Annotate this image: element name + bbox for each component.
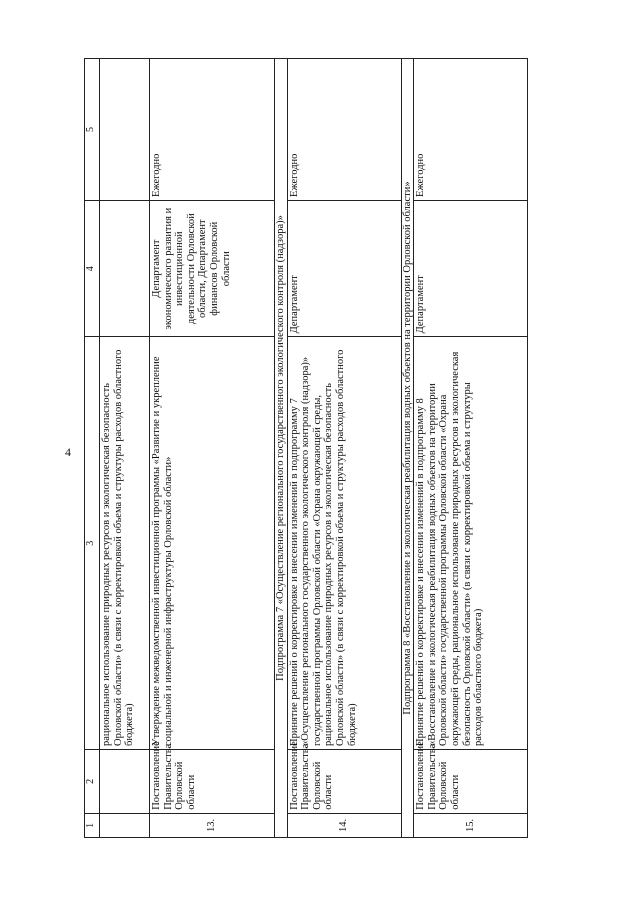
header-col-1: 1: [85, 813, 100, 837]
subprogram-8-title: Подпрограмма 8 «Восстановление и экологическая реабилитация водных объектов на территории Орловской области»: [401, 59, 414, 838]
row-executor: [100, 200, 150, 336]
row-executor: Департамент экономического развития и инвестиционной деятельности Орловской области, Департамент финансов Орловской области: [150, 200, 275, 336]
row-number: 15.: [414, 813, 528, 837]
subprogram-header-row: [401, 59, 414, 838]
table-row: [414, 59, 528, 838]
row-document: Постановление Правительства Орловской области: [414, 749, 528, 813]
row-term: [100, 59, 150, 201]
header-col-4: 4: [85, 200, 100, 336]
table-row: [150, 59, 275, 838]
row-executor: Департамент: [414, 200, 528, 336]
row-term: Ежегодно: [150, 59, 275, 201]
measures-table: [84, 58, 528, 838]
row-measure: Принятие решений о корректировке и внесении изменений в подпрограмму 7 «Осуществление регионального государственного экологического контроля (надзора)» государственной программы Орловской области «Охрана окружающей среды, рациональное использование природных ресурсов и экологическая безопасность Орловской области» (в связи с корректировкой объема и структуры расходов областного бюджета): [287, 337, 401, 750]
row-document: Постановление Правительства Орловской области: [150, 749, 275, 813]
header-col-5: 5: [85, 59, 100, 201]
row-measure: рациональное использование природных ресурсов и экологическая безопасность Орловской области» (в связи с корректировкой объема и структуры расходов областного бюджета): [100, 337, 150, 750]
row-measure: Утверждение межведомственной инвестиционной программы «Развитие и укрепление социальной и инженерной инфраструктуры Орловской области»: [150, 337, 275, 750]
page-number: 4: [65, 445, 71, 459]
table-header-row: [85, 59, 100, 838]
subprogram-header-row: [275, 59, 288, 838]
row-document: Постановление Правительства Орловской области: [287, 749, 401, 813]
row-term: Ежегодно: [287, 59, 401, 201]
row-number: 14.: [287, 813, 401, 837]
table-row: [287, 59, 401, 838]
header-col-2: 2: [85, 749, 100, 813]
rotated-table-container: [84, 58, 604, 838]
table-row: [100, 59, 150, 838]
row-document: [100, 749, 150, 813]
row-measure: Принятие решений о корректировке и внесении изменений в подпрограмму 8 «Восстановление и экологическая реабилитация водных объектов на территории Орловской области» государственной программы Орловской области «Охрана окружающей среды, рациональное использование природных ресурсов и экологическая безопасность Орловской области» (в связи с корректировкой объема и структуры расходов областного бюджета): [414, 337, 528, 750]
row-executor: Департамент: [287, 200, 401, 336]
row-number: [100, 813, 150, 837]
row-number: 13.: [150, 813, 275, 837]
header-col-3: 3: [85, 337, 100, 750]
row-term: Ежегодно: [414, 59, 528, 201]
subprogram-7-title: Подпрограмма 7 «Осуществление регионального государственного экологического контроля (надзора)»: [275, 59, 288, 838]
